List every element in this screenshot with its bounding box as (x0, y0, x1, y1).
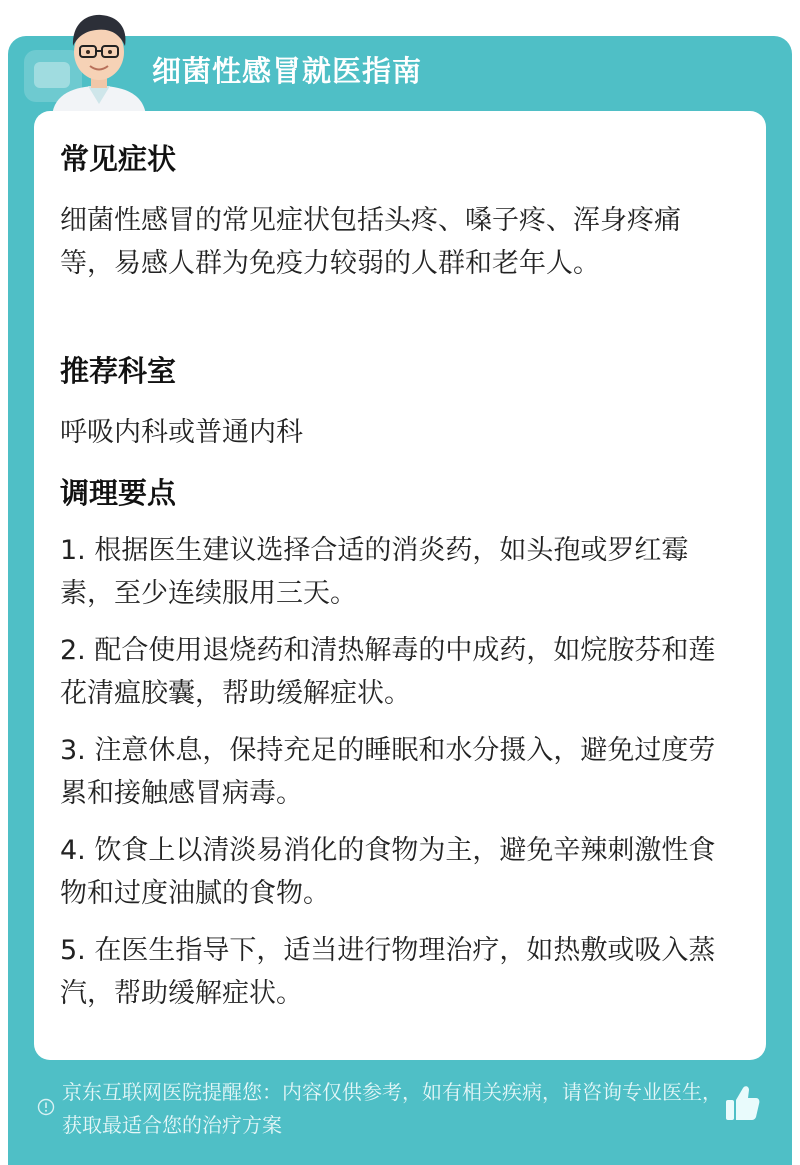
section-title-department: 推荐科室 (60, 354, 177, 388)
page-title: 细菌性感冒就医指南 (152, 54, 423, 88)
list-item: 3. 注意休息，保持充足的睡眠和水分摄入，避免过度劳累和接触感冒病毒。 (60, 735, 716, 809)
care-tips-list (60, 529, 730, 1029)
content-card (34, 111, 766, 1060)
disclaimer-text: 京东互联网医院提醒您：内容仅供参考，如有相关疾病，请咨询专业医生，获取最适合您的治疗方案 (62, 1080, 722, 1137)
section-title-symptoms: 常见症状 (60, 142, 177, 176)
doctor-avatar-icon (44, 6, 154, 116)
department-text: 呼吸内科或普通内科 (60, 417, 303, 448)
list-item: 1. 根据医生建议选择合适的消炎药，如头孢或罗红霉素，至少连续服用三天。 (60, 535, 689, 609)
info-icon (37, 1098, 55, 1116)
list-item: 2. 配合使用退烧药和清热解毒的中成药，如烷胺芬和莲花清瘟胶囊，帮助缓解症状。 (60, 635, 716, 709)
thumbs-up-icon[interactable] (724, 1084, 760, 1122)
list-item: 5. 在医生指导下，适当进行物理治疗，如热敷或吸入蒸汽，帮助缓解症状。 (60, 935, 716, 1009)
section-title-care-tips: 调理要点 (60, 476, 177, 510)
list-item: 4. 饮食上以清淡易消化的食物为主，避免辛辣刺激性食物和过度油腻的食物。 (60, 835, 716, 909)
symptoms-text: 细菌性感冒的常见症状包括头疼、嗓子疼、浑身疼痛等，易感人群为免疫力较弱的人群和老年人。 (60, 205, 681, 279)
